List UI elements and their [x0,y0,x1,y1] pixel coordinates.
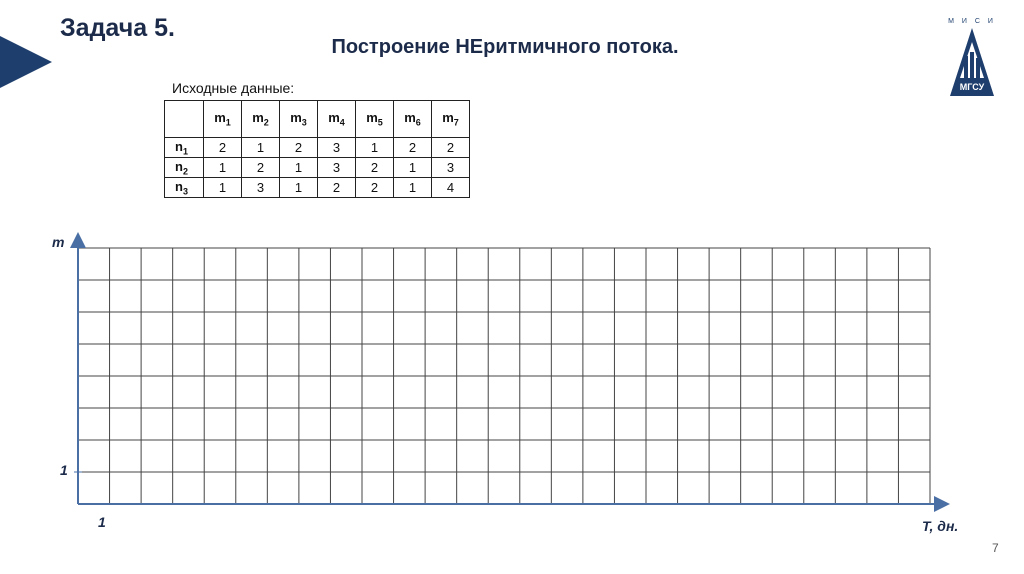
table-cell: 3 [242,178,280,198]
table-cell: 2 [242,158,280,178]
column-header: $m_2$ [242,101,280,138]
table-row [165,138,470,158]
table-cell: 1 [280,178,318,198]
table-cell: 4 [432,178,470,198]
table-cell: 1 [242,138,280,158]
table-cell: 1 [394,158,432,178]
slide-title: Построение НЕритмичного потока. [331,36,679,58]
table-cell: 1 [394,178,432,198]
table-cell: 1 [280,158,318,178]
x-axis-label: T, дн. [922,518,959,534]
table-cell: 1 [204,178,242,198]
table-cell: 2 [394,138,432,158]
data-caption: Исходные данные: [172,80,295,96]
row-header: $n_3$ [165,178,204,198]
table-row [165,178,470,198]
logo-bottom-text: МГСУ [959,82,985,92]
task-title: Задача 5. [60,14,175,42]
table-row [165,158,470,178]
table-cell: 1 [356,138,394,158]
table-cell: 2 [318,178,356,198]
y-tick-label: 1 [60,462,68,478]
table-corner-cell [165,101,204,138]
column-header: $m_4$ [318,101,356,138]
column-header: $m_1$ [204,101,242,138]
table-cell: 3 [318,138,356,158]
column-header: $m_6$ [394,101,432,138]
table-cell: 3 [318,158,356,178]
table-cell: 2 [280,138,318,158]
table-cell: 1 [204,158,242,178]
column-header: $m_3$ [280,101,318,138]
table-cell: 2 [432,138,470,158]
table-cell: 2 [356,178,394,198]
row-header: $n_1$ [165,138,204,158]
university-logo [946,18,998,100]
page-number: 7 [992,541,999,555]
source-data-table [164,100,470,198]
column-header: $m_5$ [356,101,394,138]
logo-top-text: М И С И [948,18,996,25]
table-cell: 2 [204,138,242,158]
grid-lines [78,248,930,504]
column-header: $m_7$ [432,101,470,138]
y-axis-label: m [52,234,65,250]
table-cell: 2 [356,158,394,178]
row-header: $n_2$ [165,158,204,178]
table-header-row [165,101,470,138]
table-cell: 3 [432,158,470,178]
x-tick-label: 1 [98,514,106,530]
